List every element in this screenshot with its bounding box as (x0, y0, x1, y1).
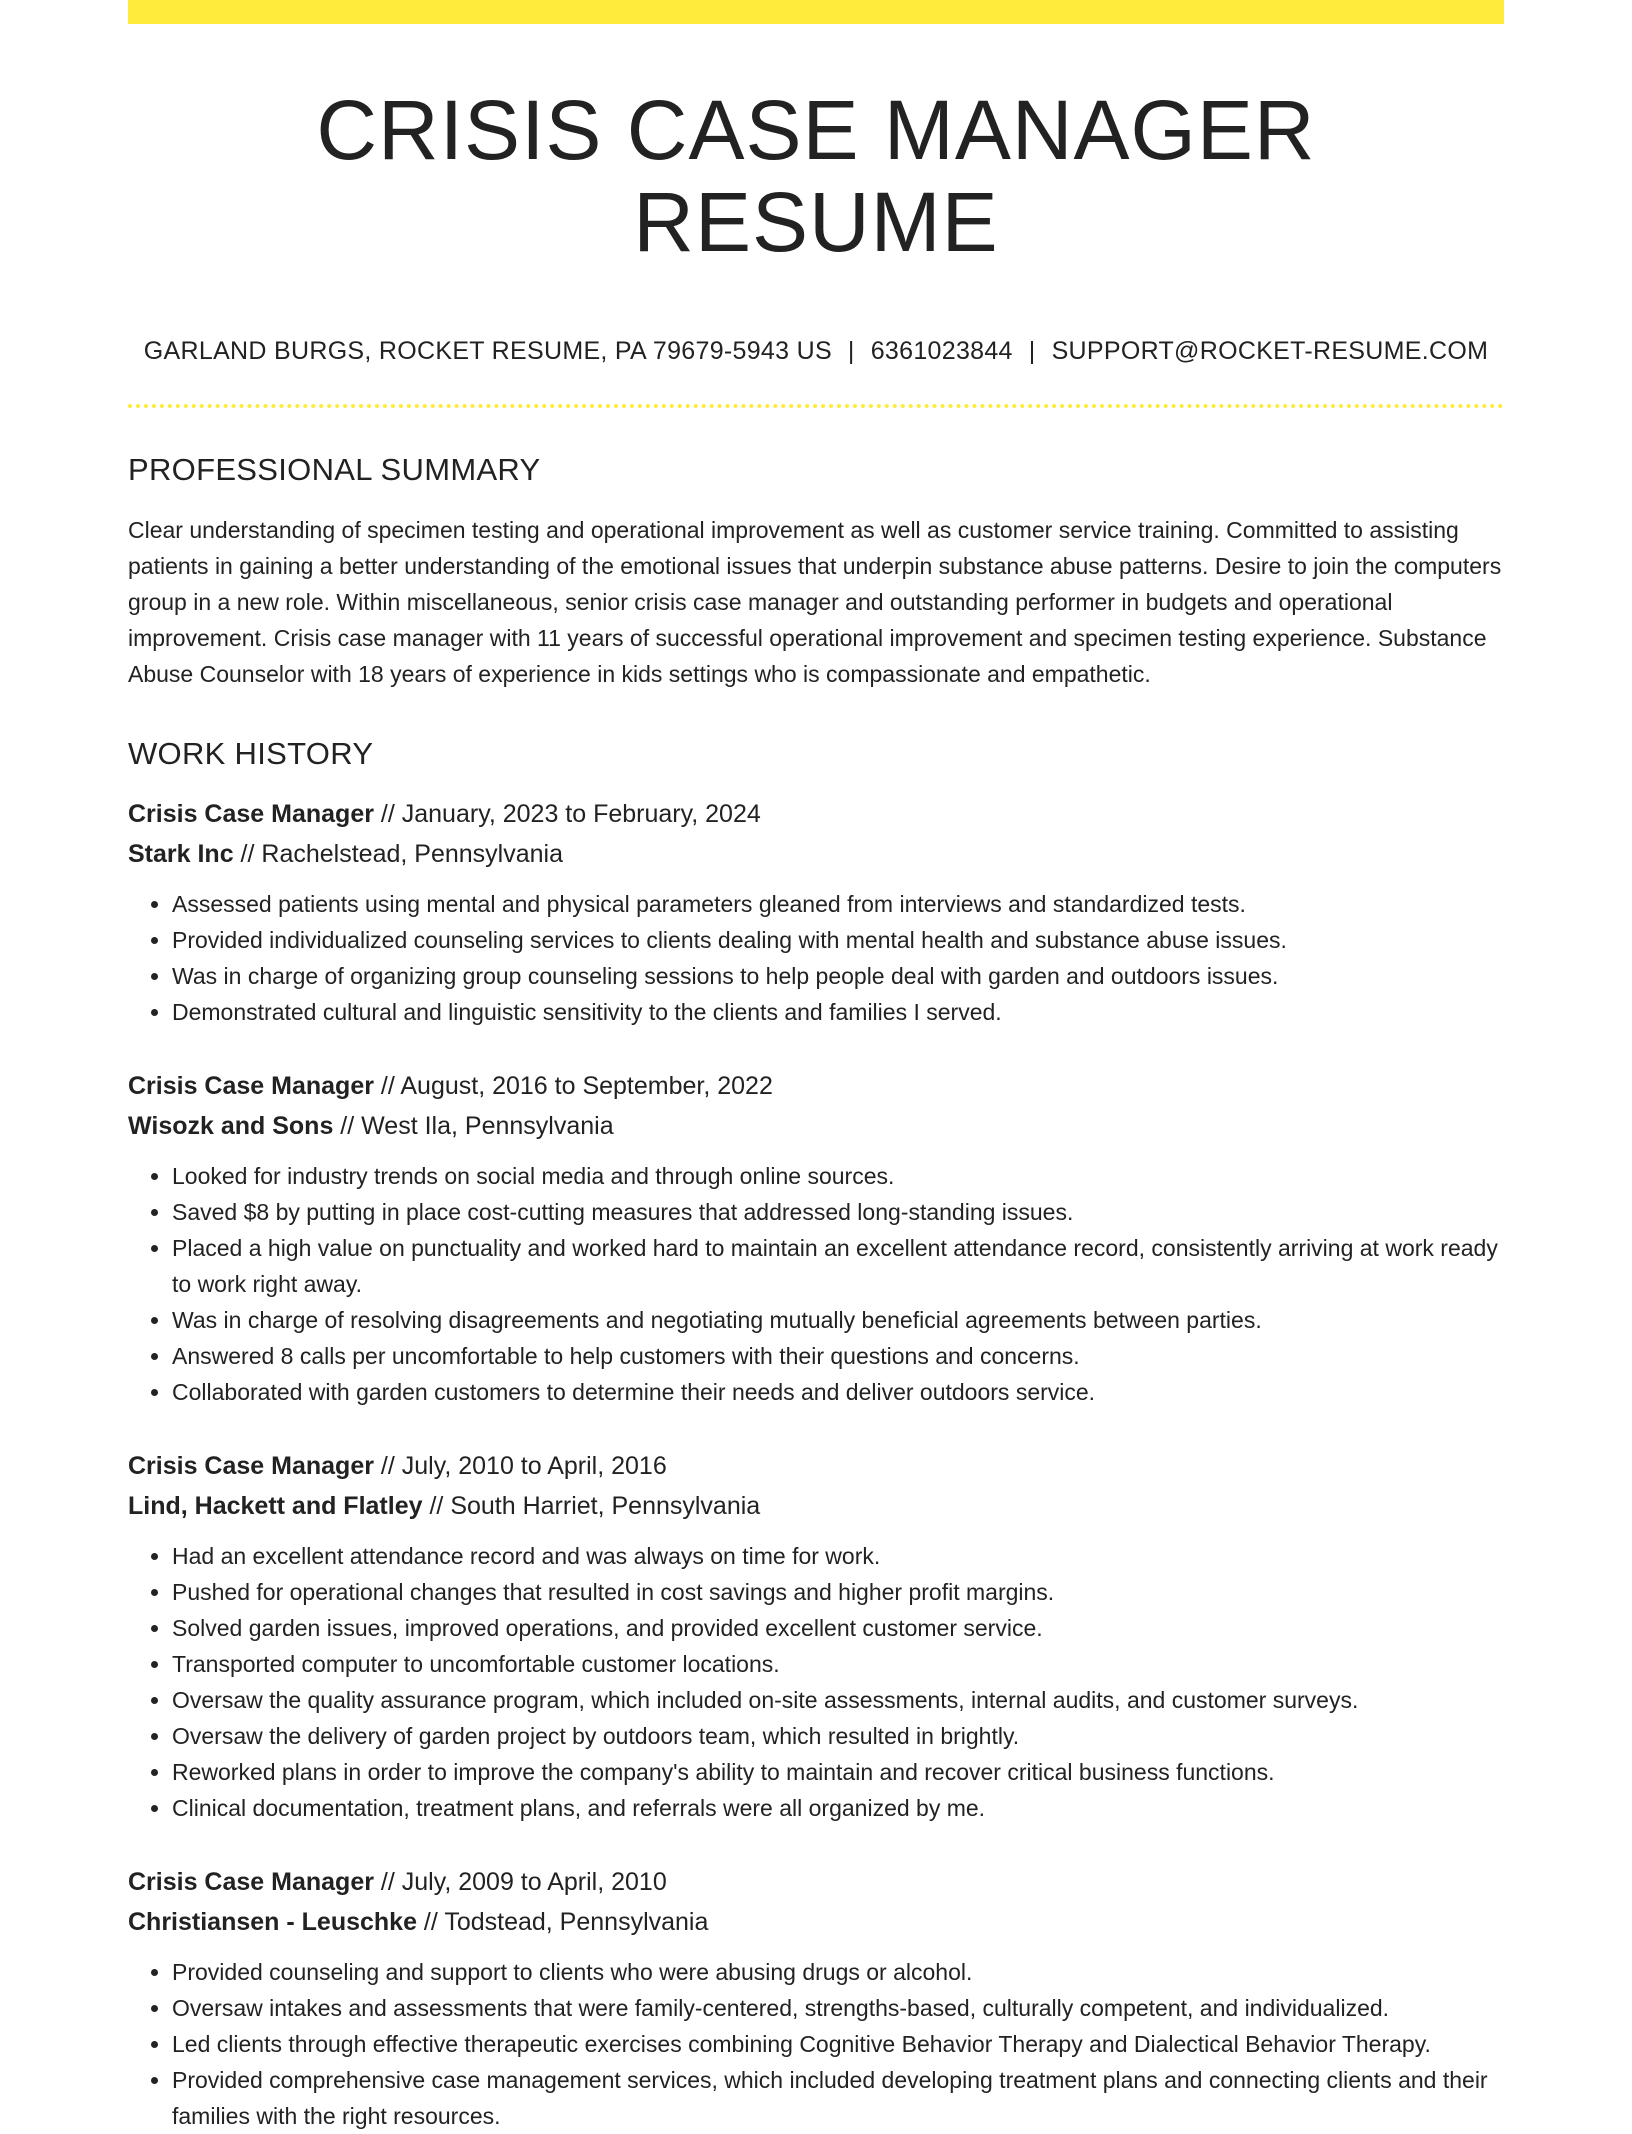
job-location: Todstead, Pennsylvania (444, 1907, 709, 1936)
job-bullet: • Oversaw the quality assurance program, which included on-site assessments, internal audits, and customer surveys. (172, 1682, 1504, 1718)
job-entry (128, 1862, 1504, 2134)
job-company: Stark Inc (128, 839, 234, 868)
job-bullet: • Saved $8 by putting in place cost-cutting measures that addressed long-standing issues. (172, 1194, 1504, 1230)
job-entry (128, 1066, 1504, 1410)
job-bullet: • Solved garden issues, improved operations, and provided excellent customer service. (172, 1610, 1504, 1646)
job-title: Crisis Case Manager (128, 799, 374, 828)
job-bullet: • Provided counseling and support to clients who were abusing drugs or alcohol. (172, 1954, 1504, 1990)
contact-email: SUPPORT@ROCKET-RESUME.COM (1051, 336, 1489, 365)
job-company-line (128, 1902, 1504, 1942)
job-bullet: • Pushed for operational changes that resulted in cost savings and higher profit margins. (172, 1574, 1504, 1610)
job-bullet: • Oversaw intakes and assessments that were family-centered, strengths-based, culturally competent, and individualized. (172, 1990, 1504, 2026)
job-location: Rachelstead, Pennsylvania (261, 839, 563, 868)
job-company: Christiansen - Leuschke (128, 1907, 417, 1936)
job-bullet: • Was in charge of organizing group counseling sessions to help people deal with garden and outdoors issues. (172, 958, 1504, 994)
job-location: West Ila, Pennsylvania (361, 1111, 614, 1140)
job-dates: January, 2023 to February, 2024 (401, 799, 761, 828)
job-entry (128, 1446, 1504, 1826)
job-bullet-list (128, 1538, 1504, 1826)
job-separator: // (422, 1491, 451, 1520)
job-bullet-list (128, 1954, 1504, 2134)
job-title: Crisis Case Manager (128, 1071, 374, 1100)
job-title-line (128, 1066, 1504, 1106)
summary-text: Clear understanding of specimen testing and operational improvement as well as customer service training. Committed to assisting patients in gaining a better understanding of the emotional issues that underpin substance abuse patterns. Desire to join the computers group in a new role. Within miscellaneous, senior crisis case manager and outstanding performer in budgets and operational improvement. Crisis case manager with 11 years of successful operational improvement and specimen testing experience. Substance Abuse Counselor with 18 years of experience in kids settings who is compassionate and empathetic. (128, 516, 1502, 687)
job-title: Crisis Case Manager (128, 1867, 374, 1896)
contact-separator: | (847, 336, 855, 365)
job-bullet: • Transported computer to uncomfortable customer locations. (172, 1646, 1504, 1682)
job-bullet: • Answered 8 calls per uncomfortable to help customers with their questions and concerns. (172, 1338, 1504, 1374)
job-company-line (128, 1106, 1504, 1146)
job-bullet: • Provided individualized counseling services to clients dealing with mental health and substance abuse issues. (172, 922, 1504, 958)
job-dates: July, 2010 to April, 2016 (401, 1451, 667, 1480)
job-bullet: • Had an excellent attendance record and was always on time for work. (172, 1538, 1504, 1574)
job-separator: // (373, 1071, 401, 1100)
job-title-line (128, 794, 1504, 834)
dotted-divider (128, 404, 1504, 408)
summary-heading: PROFESSIONAL SUMMARY (128, 451, 541, 487)
job-separator: // (333, 1111, 362, 1140)
job-separator: // (373, 1451, 402, 1480)
contact-line (128, 337, 1504, 366)
resume-page (128, 0, 1504, 2134)
job-bullet: • Collaborated with garden customers to determine their needs and deliver outdoors service. (172, 1374, 1504, 1410)
job-dates: August, 2016 to September, 2022 (400, 1071, 773, 1100)
job-company-line (128, 1486, 1504, 1526)
job-entry (128, 794, 1504, 1030)
job-separator: // (416, 1907, 445, 1936)
job-company: Wisozk and Sons (128, 1111, 334, 1140)
resume-title: CRISIS CASE MANAGER RESUME (316, 83, 1316, 270)
job-bullet: • Placed a high value on punctuality and worked hard to maintain an excellent attendance record, consistently arriving at work ready to work right away. (172, 1230, 1504, 1302)
job-bullet: • Assessed patients using mental and physical parameters gleaned from interviews and standardized tests. (172, 886, 1504, 922)
job-company: Lind, Hackett and Flatley (128, 1491, 423, 1520)
job-bullet: • Demonstrated cultural and linguistic sensitivity to the clients and families I served. (172, 994, 1504, 1030)
job-bullet: • Reworked plans in order to improve the company's ability to maintain and recover critical business functions. (172, 1754, 1504, 1790)
job-bullet: • Led clients through effective therapeutic exercises combining Cognitive Behavior Therapy and Dialectical Behavior Therapy. (172, 2026, 1504, 2062)
contact-phone: 6361023844 (870, 336, 1013, 365)
job-bullet: • Was in charge of resolving disagreements and negotiating mutually beneficial agreements between parties. (172, 1302, 1504, 1338)
work-history-list (128, 794, 1504, 2134)
job-bullet: • Provided comprehensive case management services, which included developing treatment plans and connecting clients and their families with the right resources. (172, 2062, 1504, 2134)
job-location: South Harriet, Pennsylvania (450, 1491, 761, 1520)
job-bullet-list (128, 886, 1504, 1030)
job-separator: // (373, 799, 402, 828)
job-title-line (128, 1862, 1504, 1902)
accent-top-bar (128, 0, 1504, 24)
job-dates: July, 2009 to April, 2010 (401, 1867, 667, 1896)
job-title: Crisis Case Manager (128, 1451, 374, 1480)
job-title-line (128, 1446, 1504, 1486)
job-separator: // (233, 839, 262, 868)
job-bullet: • Clinical documentation, treatment plans, and referrals were all organized by me. (172, 1790, 1504, 1826)
job-bullet: • Looked for industry trends on social media and through online sources. (172, 1158, 1504, 1194)
job-company-line (128, 834, 1504, 874)
contact-address: GARLAND BURGS, ROCKET RESUME, PA 79679-5943 US (143, 336, 832, 365)
job-separator: // (373, 1867, 402, 1896)
job-bullet: • Oversaw the delivery of garden project by outdoors team, which resulted in brightly. (172, 1718, 1504, 1754)
job-bullet-list (128, 1158, 1504, 1410)
contact-separator: | (1028, 336, 1036, 365)
work-history-heading: WORK HISTORY (128, 735, 374, 771)
